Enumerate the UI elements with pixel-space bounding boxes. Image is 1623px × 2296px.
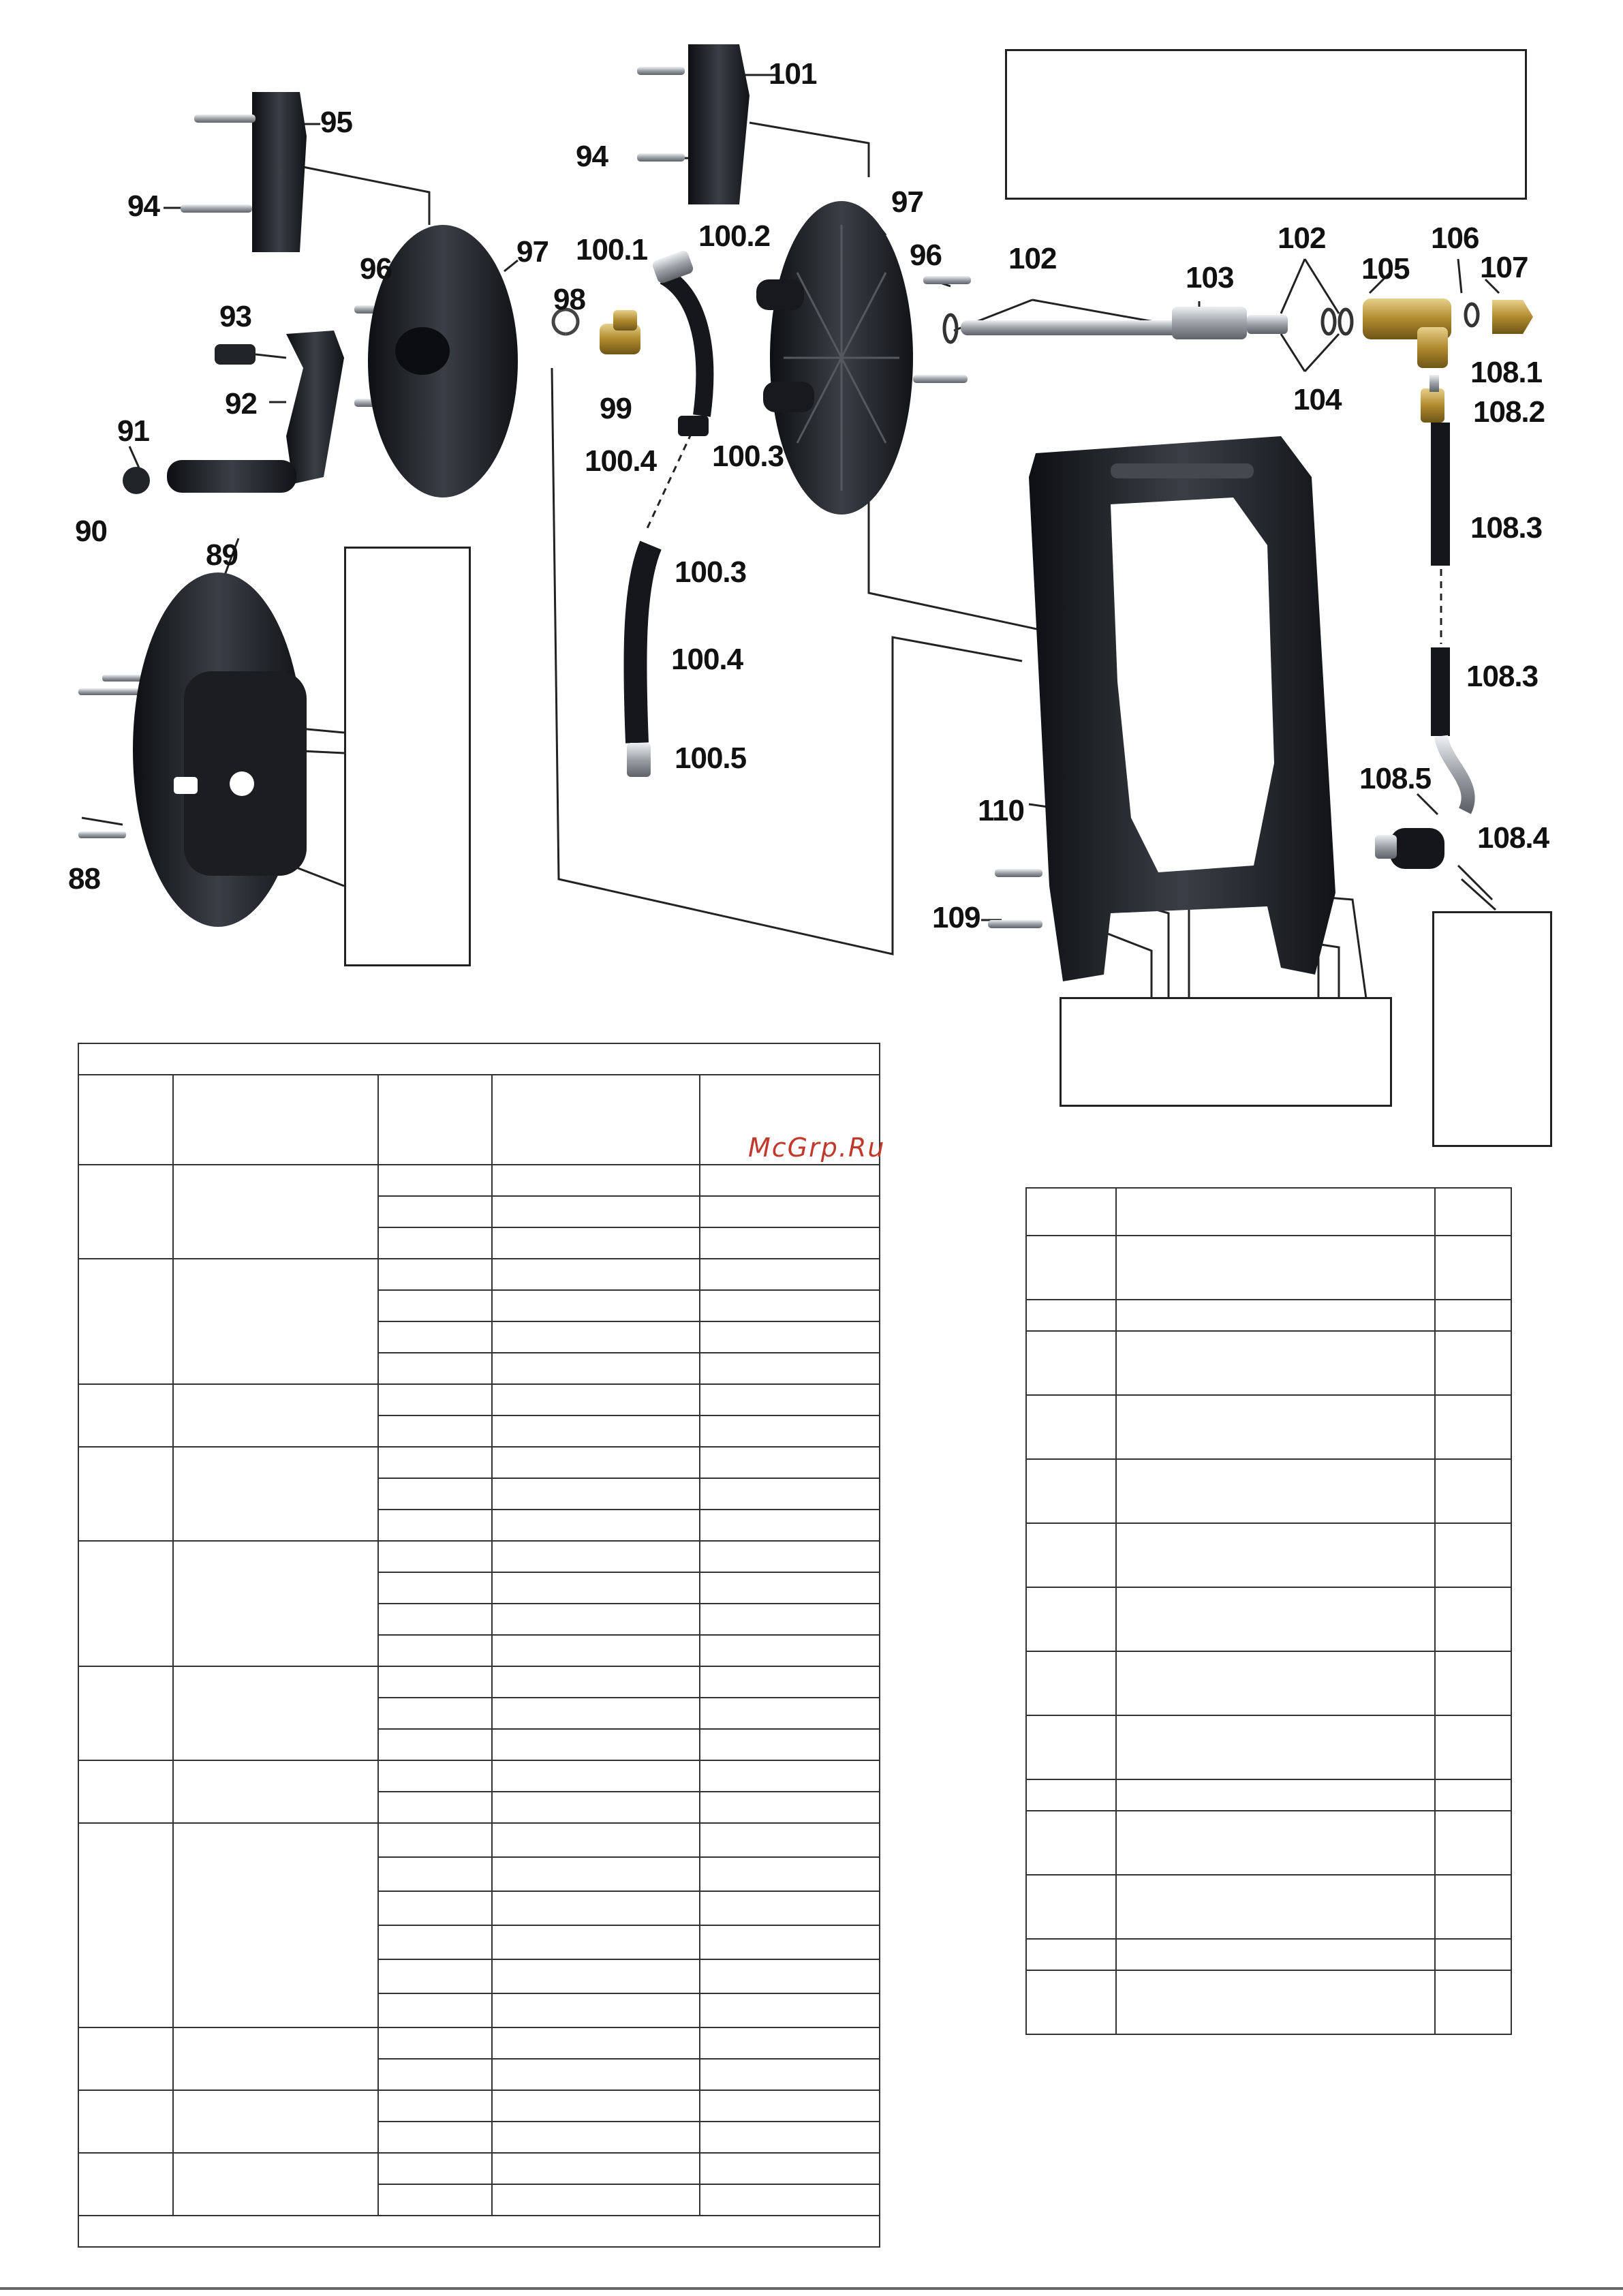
- callout-103: 103: [1186, 261, 1234, 294]
- table-row: [78, 1666, 880, 1698]
- callout-100-3: 100.3: [712, 440, 784, 473]
- callout-108-4: 108.4: [1477, 821, 1549, 855]
- callout-107: 107: [1480, 251, 1528, 284]
- callout-100-4: 100.4: [585, 444, 657, 478]
- callout-108-2: 108.2: [1473, 395, 1545, 429]
- callout-109: 109: [932, 901, 980, 934]
- callout-104: 104: [1293, 383, 1342, 416]
- callout-100-4: 100.4: [671, 643, 743, 676]
- table-row: [78, 1259, 880, 1290]
- callout-99: 99: [600, 392, 632, 425]
- table-row: [1026, 1459, 1511, 1523]
- callout-93: 93: [219, 300, 251, 333]
- callout-108-3: 108.3: [1466, 660, 1539, 693]
- callout-105: 105: [1361, 252, 1410, 286]
- table-row: [1026, 1300, 1511, 1331]
- table-row: [78, 2027, 880, 2059]
- table-row: [1026, 1875, 1511, 1939]
- callout-100-2: 100.2: [698, 219, 771, 253]
- callout-89: 89: [206, 538, 238, 572]
- callout-95: 95: [320, 106, 352, 139]
- callout-97: 97: [516, 235, 548, 269]
- table-row: [1026, 1970, 1511, 2034]
- callout-94: 94: [127, 189, 159, 223]
- callout-94: 94: [576, 140, 608, 173]
- table-row: [1026, 1587, 1511, 1651]
- bracket-95-shape: [252, 92, 307, 252]
- table-row: [78, 1447, 880, 1478]
- table-row: [78, 1823, 880, 1857]
- callout-101: 101: [769, 57, 817, 91]
- callout-110: 110: [978, 794, 1024, 827]
- table-row: [78, 1043, 880, 1075]
- table-row: [1026, 1651, 1511, 1715]
- callout-97: 97: [891, 185, 923, 219]
- callout-108-5: 108.5: [1359, 762, 1432, 795]
- table-row: [1026, 1715, 1511, 1779]
- callout-96: 96: [910, 239, 942, 272]
- callout-100-5: 100.5: [675, 741, 747, 775]
- table-row: [78, 2216, 880, 2247]
- callout-96: 96: [360, 252, 392, 286]
- table-row: [1026, 1523, 1511, 1587]
- parts-table-left: [78, 1043, 880, 2248]
- table-row: [1026, 1811, 1511, 1875]
- table-row: [78, 1541, 880, 1572]
- parts-table-right: [1025, 1187, 1512, 2035]
- table-row: [78, 2153, 880, 2184]
- bracket-101-shape: [688, 44, 749, 204]
- label-box-top-right: [1005, 49, 1527, 200]
- table-row: [78, 1384, 880, 1415]
- callout-100-1: 100.1: [576, 233, 648, 266]
- callout-92: 92: [225, 387, 257, 420]
- table-row: [78, 1165, 880, 1196]
- callout-91: 91: [117, 414, 149, 448]
- table-row: [1026, 1236, 1511, 1300]
- table-row: [1026, 1331, 1511, 1395]
- watermark: McGrp.Ru: [748, 1133, 886, 1163]
- label-box-frame-screws: [1060, 997, 1392, 1107]
- table-row: [1026, 1939, 1511, 1970]
- callout-100-3: 100.3: [675, 555, 747, 589]
- table-row: [1026, 1188, 1511, 1236]
- callout-102: 102: [1008, 242, 1057, 275]
- callout-98: 98: [553, 283, 585, 316]
- callout-90: 90: [75, 515, 107, 548]
- callout-102: 102: [1278, 221, 1326, 255]
- callout-106: 106: [1431, 221, 1479, 255]
- footer-line: [0, 2287, 1623, 2290]
- table-row: [1026, 1395, 1511, 1459]
- callout-108-3: 108.3: [1470, 511, 1543, 545]
- label-box-hose-fitting: [1432, 911, 1552, 1147]
- table-row: [78, 1760, 880, 1792]
- table-row: [1026, 1779, 1511, 1811]
- label-box-cover-screws: [344, 547, 471, 966]
- callout-108-1: 108.1: [1470, 356, 1543, 389]
- table-row: [78, 2090, 880, 2122]
- callout-88: 88: [68, 862, 100, 896]
